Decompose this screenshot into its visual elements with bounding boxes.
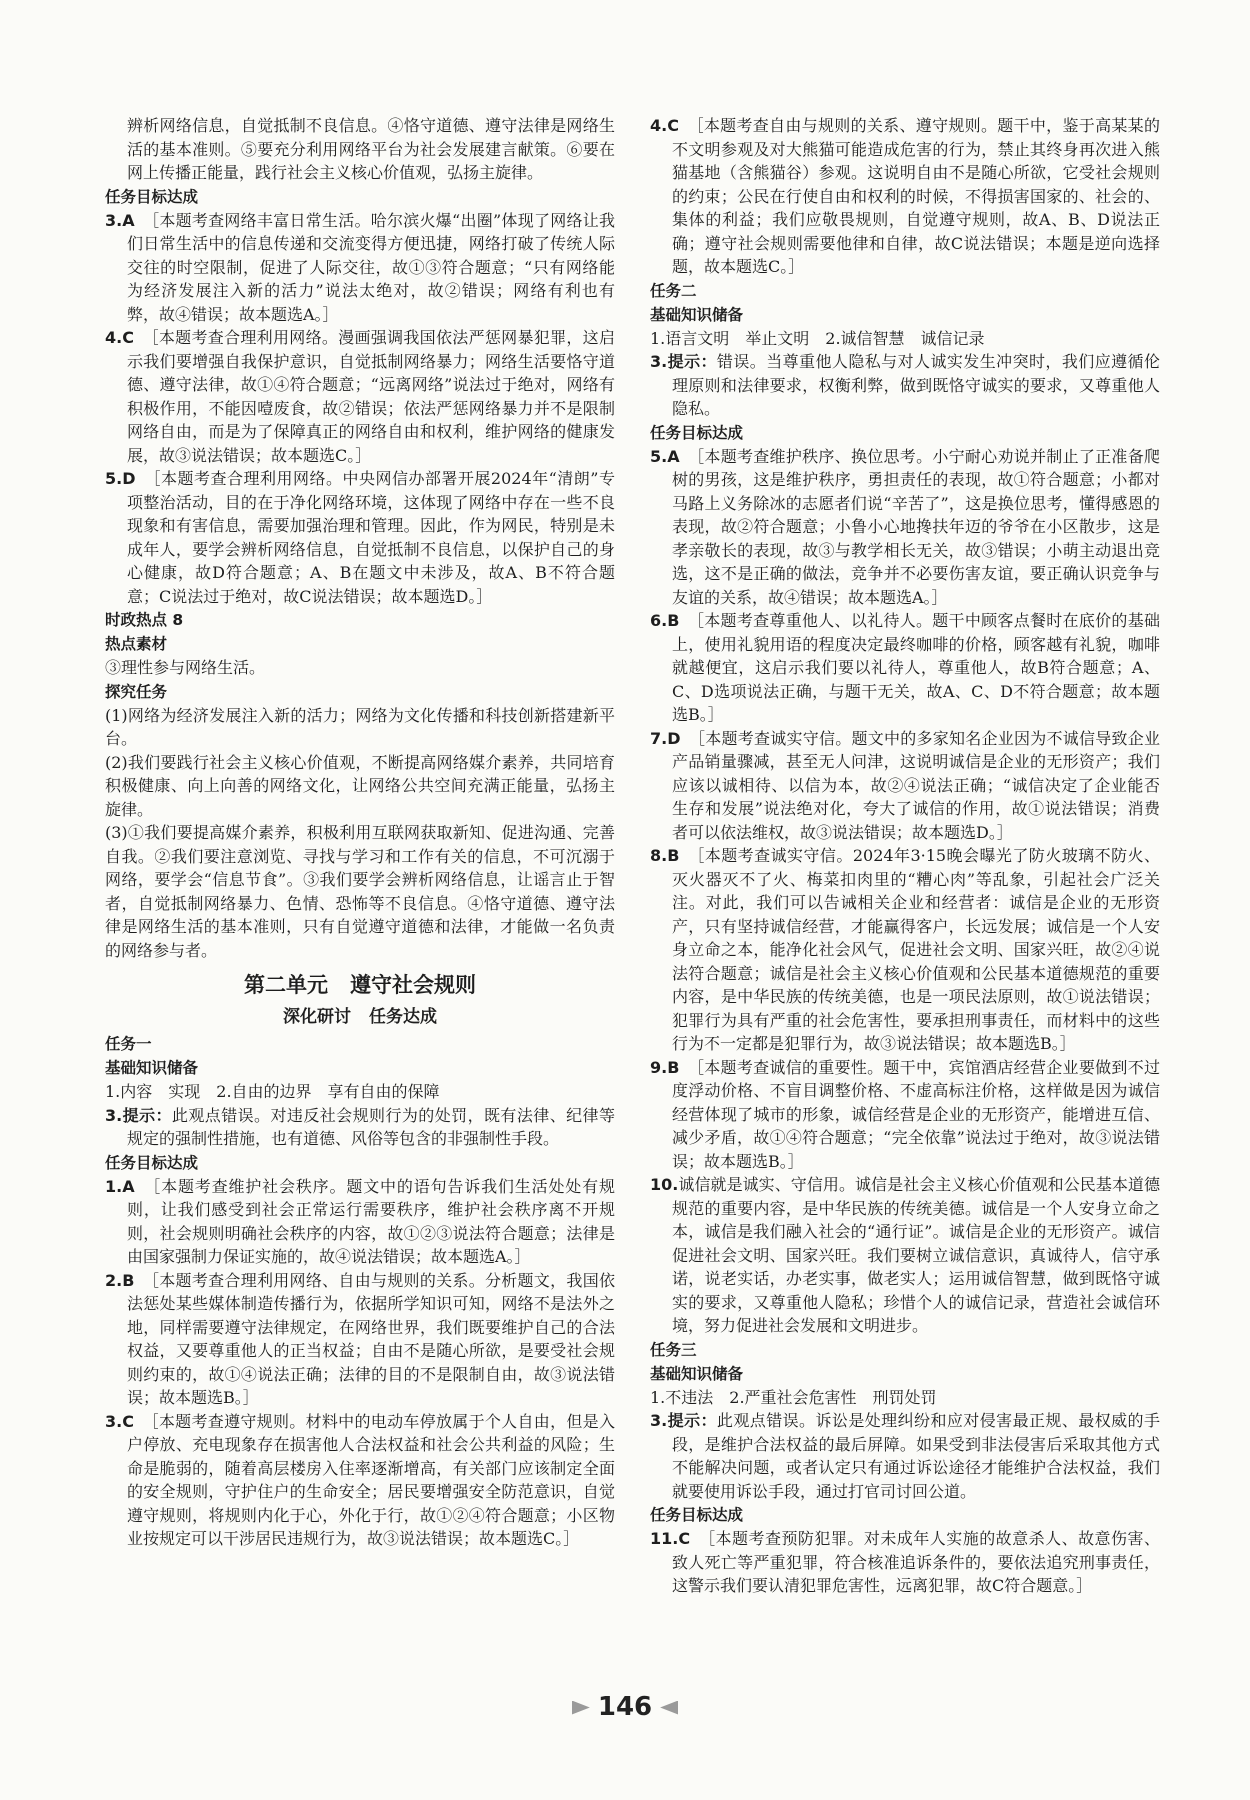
paragraph: 辨析网络信息，自觉抵制不良信息。④恪守道德、遵守法律是网络生活的基本准则。⑤要充分利用网络平台为社会发展建言献策。⑥要在网上传播正能量，践行社会主义核心价值观，弘扬主旋律。: [127, 116, 615, 182]
section-heading: 基础知识储备: [650, 305, 744, 324]
answer-item: [105, 209, 615, 327]
answer-item: 6.B ［本题考查尊重他人、以礼待人。题干中顾客点餐时在底价的基础上，使用礼貌用语的程度决定最终咖啡的价格，顾客越有礼貌，咖啡就越便宜，这启示我们要以礼待人，尊重他人，故B符合题意；A、C、D选项说法正确，与题干无关，故A、C、D不符合题意；故本题选B。］: [650, 611, 1160, 724]
item-number: 5.D: [105, 469, 136, 488]
answer-item: 3.提示：此观点错误。对违反社会规则行为的处罚，既有法律、纪律等规定的强制性措施，也有道德、风俗等包含的非强制性手段。: [105, 1105, 615, 1148]
answer-item: [105, 467, 615, 608]
page-number: 146: [0, 1692, 1250, 1722]
section-heading: 任务一: [105, 1035, 152, 1053]
answer-item: 7.D ［本题考查诚实守信。题文中的多家知名企业因为不诚信导致企业产品销量骤减，甚至无人问津，这说明诚信是企业的无形资产；我们应该以诚相待、以信为本，故②④说法正确；“诚信决定了企业能否生存和发展”说法绝对化，夸大了诚信的作用，故①说法错误；消费者可以依法维权，故③说法错误；故本题选D。］: [650, 728, 1160, 842]
paragraph: 1.内容 实现 2.自由的边界 享有自由的保障: [105, 1082, 440, 1101]
section-heading: 基础知识储备: [105, 1059, 199, 1077]
section-heading: 任务目标达成: [105, 187, 199, 206]
section-heading: 时政热点 8: [105, 611, 184, 629]
unit-subtitle: 深化研讨 任务达成: [283, 1007, 437, 1027]
item-number: 4.C: [105, 328, 134, 347]
answer-item: 5.A ［本题考查维护秩序、换位思考。小宁耐心劝说并制止了正准备爬树的男孩，这是维护秩序，勇担责任的表现，故①符合题意；小都对马路上义务除冰的志愿者们说“辛苦了”，这是换位思考，懂得感恩的表现，故②符合题意；小鲁小心地搀扶年迈的爷爷在小区散步，这是孝亲敬长的表现，故③与教学相长无关，故③错误；小萌主动退出竞选，这不是正确的做法，竞争并不必要伤害友谊，要正确认识竞争与友谊的关系，故④错误；故本题选A。］: [650, 446, 1160, 607]
item-text: ［本题考查合理利用网络。漫画强调我国依法严惩网暴犯罪，这启示我们要增强自我保护意识，自觉抵制网络暴力；网络生活要恪守道德、遵守法律，故①④符合题意；“远离网络”说法过于绝对，网络有积极作用，不能因噎废食，故②错误；依法严惩网络暴力并不是限制网络自由，而是为了保障真正的网络自由和权利，维护网络的健康发展，故③说法错误；故本题选C。］: [127, 328, 615, 465]
answer-item: 9.B ［本题考查诚信的重要性。题干中，宾馆酒店经营企业要做到不过度浮动价格、不盲目调整价格、不虚高标注价格，这样做是因为诚信经营体现了城市的形象，诚信经营是企业的无形资产，能增进互信、减少矛盾，故①④符合题意；“完全依靠”说法过于绝对，故③说法错误；故本题选B。］: [650, 1057, 1160, 1171]
answer-item: 3.提示：错误。当尊重他人隐私与对人诚实发生冲突时，我们应遵循伦理原则和法律要求，权衡利弊，做到既恪守诚实的要求，又尊重他人隐私。: [650, 352, 1160, 418]
left-column: [105, 114, 615, 1551]
unit-title: 第二单元 遵守社会规则: [244, 973, 476, 997]
paragraph: (2)我们要践行社会主义核心价值观，不断提高网络媒介素养，共同培育积极健康、向上向善的网络文化，让网络公共空间充满正能量，弘扬主旋律。: [105, 752, 615, 819]
item-number: 3.A: [105, 210, 135, 230]
answer-item: 3.提示：此观点错误。诉讼是处理纠纷和应对侵害最正规、最权威的手段，是维护合法权益的最后屏障。如果受到非法侵害后采取其他方式不能解决问题，或者认定只有通过诉讼途径才能维护合法权益，我们就要使用诉讼手段，通过打官司讨回公道。: [650, 1411, 1160, 1501]
section-heading: 任务目标达成: [650, 423, 744, 442]
section-heading: 任务二: [650, 281, 697, 300]
answer-item: 3.C ［本题考查遵守规则。材料中的电动车停放属于个人自由，但是入户停放、充电现象存在损害他人合法权益和社会公共利益的风险；生命是脆弱的，随着高层楼房入住率逐渐增高，有关部门应该制定全面的安全规则，守护住户的生命安全；居民要增强安全防范意识，自觉遵守规则，将规则内化于心，外化于行，故①②④符合题意；小区物业按规定可以干涉居民违规行为，故③说法错误；故本题选C。］: [105, 1411, 615, 1548]
paragraph: (1)网络为经济发展注入新的活力；网络为文化传播和科技创新搭建新平台。: [105, 705, 615, 748]
answer-item: 11.C ［本题考查预防犯罪。对未成年人实施的故意杀人、故意伤害、致人死亡等严重犯罪，符合核准追诉条件的，要依法追究刑事责任，这警示我们要认清犯罪危害性，远离犯罪，故C符合题意。］: [650, 1529, 1160, 1595]
section-heading: 探究任务: [105, 682, 168, 701]
section-heading: 任务三: [650, 1340, 697, 1359]
paragraph: 1.语言文明 举止文明 2.诚信智慧 诚信记录: [650, 328, 985, 348]
answer-item: 4.C ［本题考查自由与规则的关系、遵守规则。题干中，鉴于高某某的不文明参观及对大熊猫可能造成危害的行为，禁止其终身再次进入熊猫基地（含熊猫谷）参观。这说明自由不是随心所欲，它受社会规则的约束；公民在行使自由和权利的时候，不得损害国家的、社会的、集体的利益；我们应敬畏规则，自觉遵守规则，故A、B、D说法正确；遵守社会规则需要他律和自律，故C说法错误；本题是逆向选择题，故本题选C。］: [650, 116, 1160, 276]
section-heading: 任务目标达成: [105, 1153, 199, 1172]
item-text: ［本题考查合理利用网络。中央网信办部署开展2024年“清朗”专项整治活动，目的在于净化网络环境，这体现了网络中存在一些不良现象和有害信息，需要加强治理和管理。因此，作为网民，特别是未成年人，要学会辨析网络信息，自觉抵制不良信息，以保护自己的身心健康，故D符合题意；A、B在题文中未涉及，故A、B不符合题意；C说法过于绝对，故C说法错误；故本题选D。］: [127, 469, 615, 606]
answer-item: 10.诚信就是诚实、守信用。诚信是社会主义核心价值观和公民基本道德规范的重要内容，是中华民族的传统美德。诚信是一个人安身立命之本，诚信是我们融入社会的“通行证”。诚信是企业的无形资产。诚信促进社会文明、国家兴旺。我们要树立诚信意识，真诚待人，信守承诺，说老实话，办老实事，做老实人；运用诚信智慧，做到既恪守诚实的要求，又尊重他人隐私；珍惜个人的诚信记录，营造社会诚信环境，努力促进社会发展和文明进步。: [650, 1175, 1160, 1335]
triangle-right-icon: [572, 1701, 590, 1715]
answer-item: 1.A ［本题考查维护社会秩序。题文中的语句告诉我们生活处处有规则，让我们感受到社会正常运行需要秩序，维护社会秩序离不开规则，社会规则明确社会秩序的内容，故①②③说法符合题意；法律是由国家强制力保证实施的，故④说法错误；故本题选A。］: [105, 1176, 615, 1266]
answer-item: 8.B ［本题考查诚实守信。2024年3·15晚会曝光了防火玻璃不防火、灭火器灭不了火、梅菜扣肉里的“糟心肉”等乱象，引起社会广泛关注。对此，我们可以告诫相关企业和经营者：诚信是企业的无形资产，只有坚持诚信经营，才能赢得客户，长远发展；诚信是一个人安身立命之本，能净化社会风气，促进社会文明、国家兴旺，故②④说法符合题意；诚信是社会主义核心价值观和公民基本道德规范的重要内容，是中华民族的传统美德，也是一项民法原则，故①说法错误；犯罪行为具有严重的社会危害性，要承担刑事责任，而材料中的这些行为不一定都是犯罪行为，故③说法错误；故本题选B。］: [650, 846, 1160, 1053]
paragraph: ③理性参与网络生活。: [105, 658, 266, 677]
section-heading: 任务目标达成: [650, 1506, 744, 1524]
answer-item: [105, 326, 615, 467]
answer-page: [105, 114, 1160, 1714]
paragraph: 1.不违法 2.严重社会危害性 刑罚处罚: [650, 1387, 937, 1407]
section-heading: 热点素材: [105, 635, 168, 653]
right-column: [650, 114, 1160, 1598]
paragraph: (3)①我们要提高媒介素养，积极利用互联网获取新知、促进沟通、完善自我。②我们要注意浏览、寻找与学习和工作有关的信息，不可沉溺于网络，要学会“信息节食”。③我们要学会辨析网络信息，让谣言止于智者，自觉抵制网络暴力、色情、恐怖等不良信息。④恪守道德、遵守法律是网络生活的基本准则，只有自觉遵守道德和法律，才能做一名负责的网络参与者。: [105, 823, 615, 960]
answer-item: 2.B ［本题考查合理利用网络、自由与规则的关系。分析题文，我国依法惩处某些媒体制造传播行为，依据所学知识可知，网络不是法外之地，同样需要遵守法律规定，在网络世界，我们既要维护自己的合法权益，又要尊重他人的正当权益；自由不是随心所欲，是要受社会规则约束的，故①④说法正确；法律的目的不是限制自由，故③说法错误；故本题选B。］: [105, 1270, 615, 1407]
triangle-left-icon: [660, 1701, 678, 1715]
section-heading: 基础知识储备: [650, 1364, 744, 1383]
item-text: ［本题考查网络丰富日常生活。哈尔滨火爆“出圈”体现了网络让我们日常生活中的信息传递和交流变得方便迅捷，网络打破了传统人际交往的时空限制，促进了人际交往，故①③符合题意；“只有网络能为经济发展注入新的活力”说法太绝对，故②错误；网络有利也有弊，故④错误；故本题选A。］: [127, 210, 615, 324]
